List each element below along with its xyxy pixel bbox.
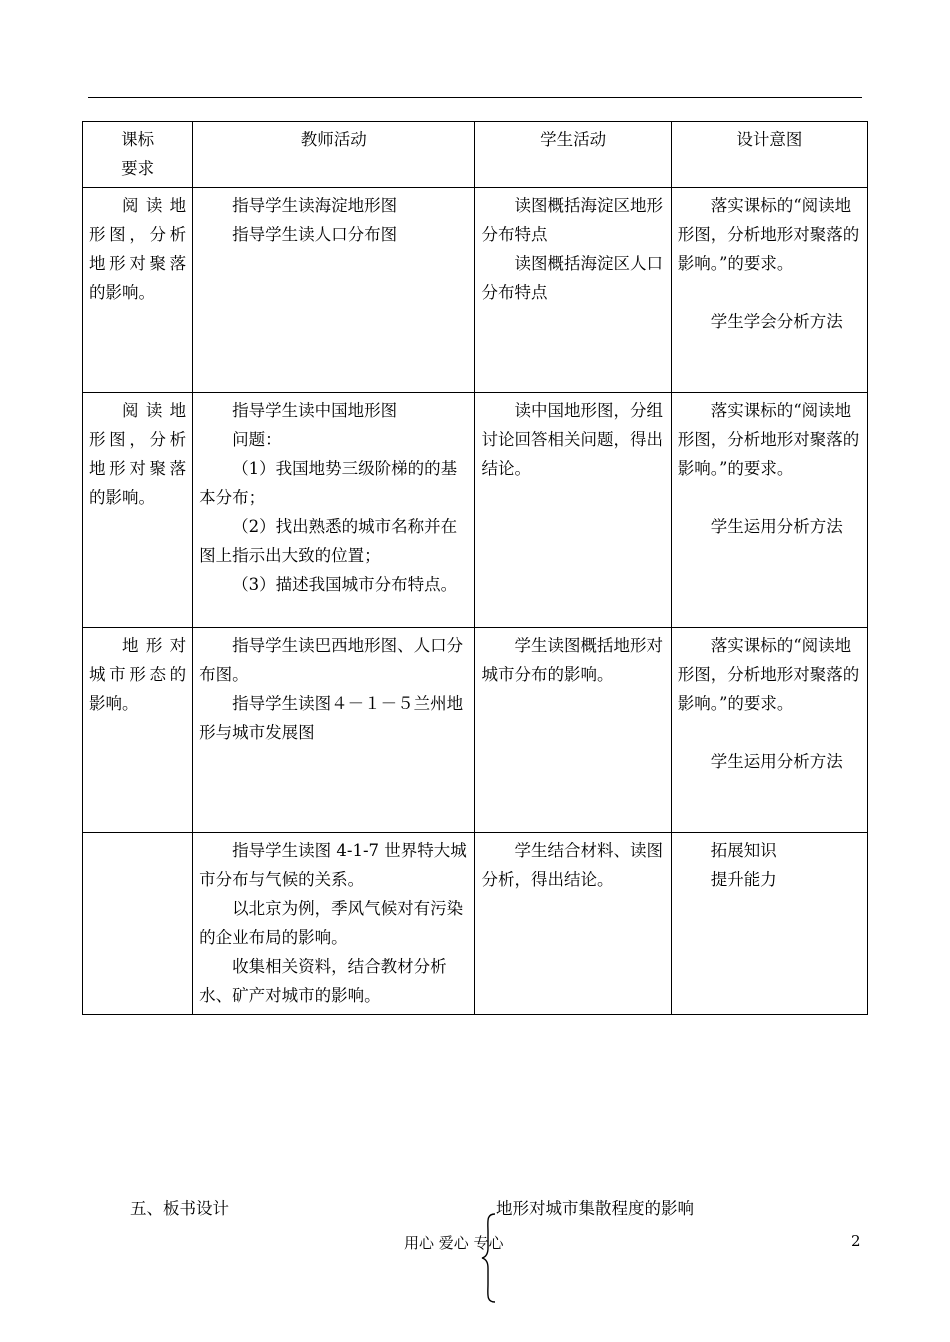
standard-cell: 阅读地形图，分析地形对聚落的影响。 [83, 393, 193, 628]
student-cell: 学生读图概括地形对城市分布的影响。 [475, 628, 671, 833]
page-footer: 用心 爱心 专心 [404, 1234, 504, 1252]
table-row [83, 628, 868, 833]
standard-cell: 阅读地形图，分析地形对聚落的影响。 [83, 188, 193, 393]
teacher-cell: 指导学生读图 4-1-7 世界特大城市分布与气候的关系。 以北京为例，季风气候对有污染的企业布局的影响。 收集相关资料，结合教材分析水、矿产对城市的影响。 [193, 833, 475, 1015]
page-number: 2 [851, 1232, 861, 1250]
table-header-row [83, 122, 868, 188]
header-rule [88, 97, 862, 98]
board-topic: 地形对城市集散程度的影响 [496, 1199, 694, 1218]
intent-cell: 落实课标的“阅读地形图，分析地形对聚落的影响。”的要求。 学生运用分析方法 [671, 628, 867, 833]
header-standard: 课标要求 [83, 122, 193, 188]
teacher-cell: 指导学生读海淀地形图 指导学生读人口分布图 [193, 188, 475, 393]
curly-brace-icon [480, 1212, 498, 1304]
header-teacher: 教师活动 [193, 122, 475, 188]
section-title: 五、板书设计 [130, 1199, 229, 1218]
student-cell: 读中国地形图，分组讨论回答相关问题，得出结论。 [475, 393, 671, 628]
student-cell: 读图概括海淀区地形分布特点 读图概括海淀区人口分布特点 [475, 188, 671, 393]
table-row [83, 188, 868, 393]
intent-cell: 落实课标的“阅读地形图，分析地形对聚落的影响。”的要求。 学生学会分析方法 [671, 188, 867, 393]
standard-cell [83, 833, 193, 1015]
header-student: 学生活动 [475, 122, 671, 188]
intent-cell: 落实课标的“阅读地形图，分析地形对聚落的影响。”的要求。 学生运用分析方法 [671, 393, 867, 628]
teacher-cell: 指导学生读中国地形图 问题： （1）我国地势三级阶梯的的基本分布； （2）找出熟悉的城市名称并在图上指示出大致的位置； （3）描述我国城市分布特点。 [193, 393, 475, 628]
intent-cell: 拓展知识 提升能力 [671, 833, 867, 1015]
teacher-cell: 指导学生读巴西地形图、人口分布图。 指导学生读图４－１－５兰州地形与城市发展图 [193, 628, 475, 833]
student-cell: 学生结合材料、读图分析，得出结论。 [475, 833, 671, 1015]
table-row [83, 393, 868, 628]
table-row [83, 833, 868, 1015]
standard-cell: 地形对城市形态的影响。 [83, 628, 193, 833]
header-intent: 设计意图 [671, 122, 867, 188]
lesson-plan-table [82, 121, 868, 1015]
